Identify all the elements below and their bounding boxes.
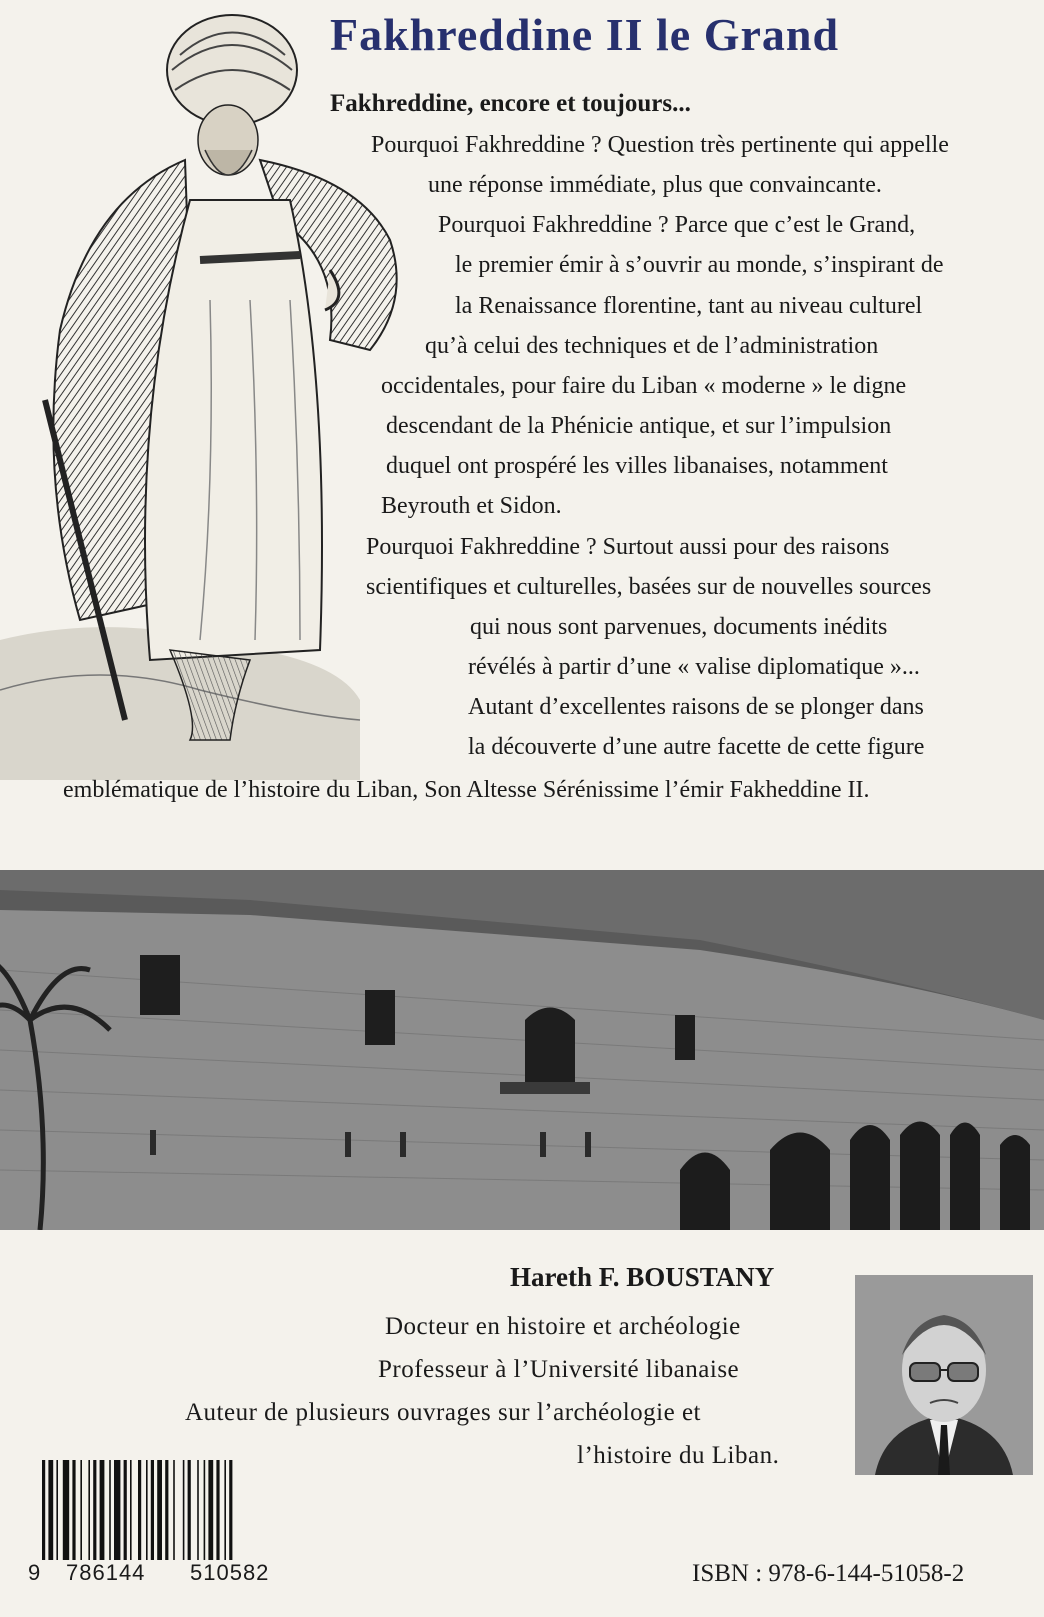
barcode-bar xyxy=(93,1460,96,1560)
barcode-bar xyxy=(229,1460,232,1560)
body-line: la Renaissance florentine, tant au niveau culturel xyxy=(455,293,923,319)
barcode-bar xyxy=(124,1460,127,1560)
body-line: descendant de la Phénicie antique, et sur l’impulsion xyxy=(386,413,892,439)
barcode-bar xyxy=(183,1460,185,1560)
author-name: Hareth F. BOUSTANY xyxy=(510,1262,775,1292)
barcode-bar xyxy=(42,1460,45,1560)
barcode-bar xyxy=(63,1460,69,1560)
author-credential: Docteur en histoire et archéologie xyxy=(385,1313,741,1340)
barcode-left-group: 786144 xyxy=(66,1560,146,1585)
barcode-bar xyxy=(216,1460,219,1560)
barcode-right-group: 510582 xyxy=(190,1560,270,1585)
barcode-bar xyxy=(188,1460,191,1560)
barcode-bar xyxy=(157,1460,162,1560)
body-line: emblématique de l’histoire du Liban, Son Altesse Sérénissime l’émir Fakheddine II. xyxy=(63,777,870,803)
body-line: la découverte d’une autre facette de cette figure xyxy=(468,734,925,760)
body-line: scientifiques et culturelles, basées sur de nouvelles sources xyxy=(366,574,932,600)
body-line: duquel ont prospéré les villes libanaises, notamment xyxy=(386,453,888,479)
barcode-bar xyxy=(48,1460,53,1560)
body-line: Autant d’excellentes raisons de se plonger dans xyxy=(468,694,924,720)
barcode-bar xyxy=(208,1460,213,1560)
body-line: révélés à partir d’une « valise diplomatique »... xyxy=(468,654,920,680)
barcode-bar xyxy=(146,1460,148,1560)
isbn-number: ISBN : 978-6-144-51058-2 xyxy=(692,1560,965,1587)
author-credential: Auteur de plusieurs ouvrages sur l’archéologie et xyxy=(185,1399,702,1426)
body-line: Pourquoi Fakhreddine ? Parce que c’est le Grand, xyxy=(438,212,916,238)
barcode-bar xyxy=(151,1460,154,1560)
section-subtitle: Fakhreddine, encore et toujours... xyxy=(330,90,691,117)
author-credential: Professeur à l’Université libanaise xyxy=(378,1356,740,1383)
barcode-bar xyxy=(197,1460,199,1560)
body-line: occidentales, pour faire du Liban « moderne » le digne xyxy=(381,373,907,399)
palace-photo xyxy=(0,870,1044,1230)
barcode-bar xyxy=(56,1460,58,1560)
barcode-bar xyxy=(224,1460,226,1560)
barcode-bar xyxy=(109,1460,111,1560)
body-line: une réponse immédiate, plus que convaincante. xyxy=(428,172,882,198)
barcode-bar xyxy=(165,1460,168,1560)
author-credential: l’histoire du Liban. xyxy=(577,1442,780,1469)
barcode-bar xyxy=(100,1460,105,1560)
author-portrait xyxy=(855,1275,1033,1475)
barcode-bar xyxy=(72,1460,75,1560)
body-line: Pourquoi Fakhreddine ? Surtout aussi pour des raisons xyxy=(366,534,890,560)
barcode-bars xyxy=(28,1460,298,1560)
body-line: Beyrouth et Sidon. xyxy=(381,493,562,519)
barcode-bar xyxy=(80,1460,82,1560)
body-line: qu’à celui des techniques et de l’administration xyxy=(425,333,879,359)
barcode-first-digit: 9 xyxy=(28,1560,41,1585)
barcode-bar xyxy=(114,1460,120,1560)
barcode-bar xyxy=(138,1460,141,1560)
body-line: Pourquoi Fakhreddine ? Question très pertinente qui appelle xyxy=(371,132,949,158)
body-line: le premier émir à s’ouvrir au monde, s’inspirant de xyxy=(455,252,944,278)
book-title: Fakhreddine II le Grand xyxy=(330,9,840,60)
barcode-bar xyxy=(88,1460,90,1560)
body-line: qui nous sont parvenues, documents inédits xyxy=(470,614,888,640)
barcode xyxy=(28,1460,298,1590)
barcode-bar xyxy=(173,1460,175,1560)
barcode-bar xyxy=(130,1460,132,1560)
barcode-bar xyxy=(204,1460,206,1560)
